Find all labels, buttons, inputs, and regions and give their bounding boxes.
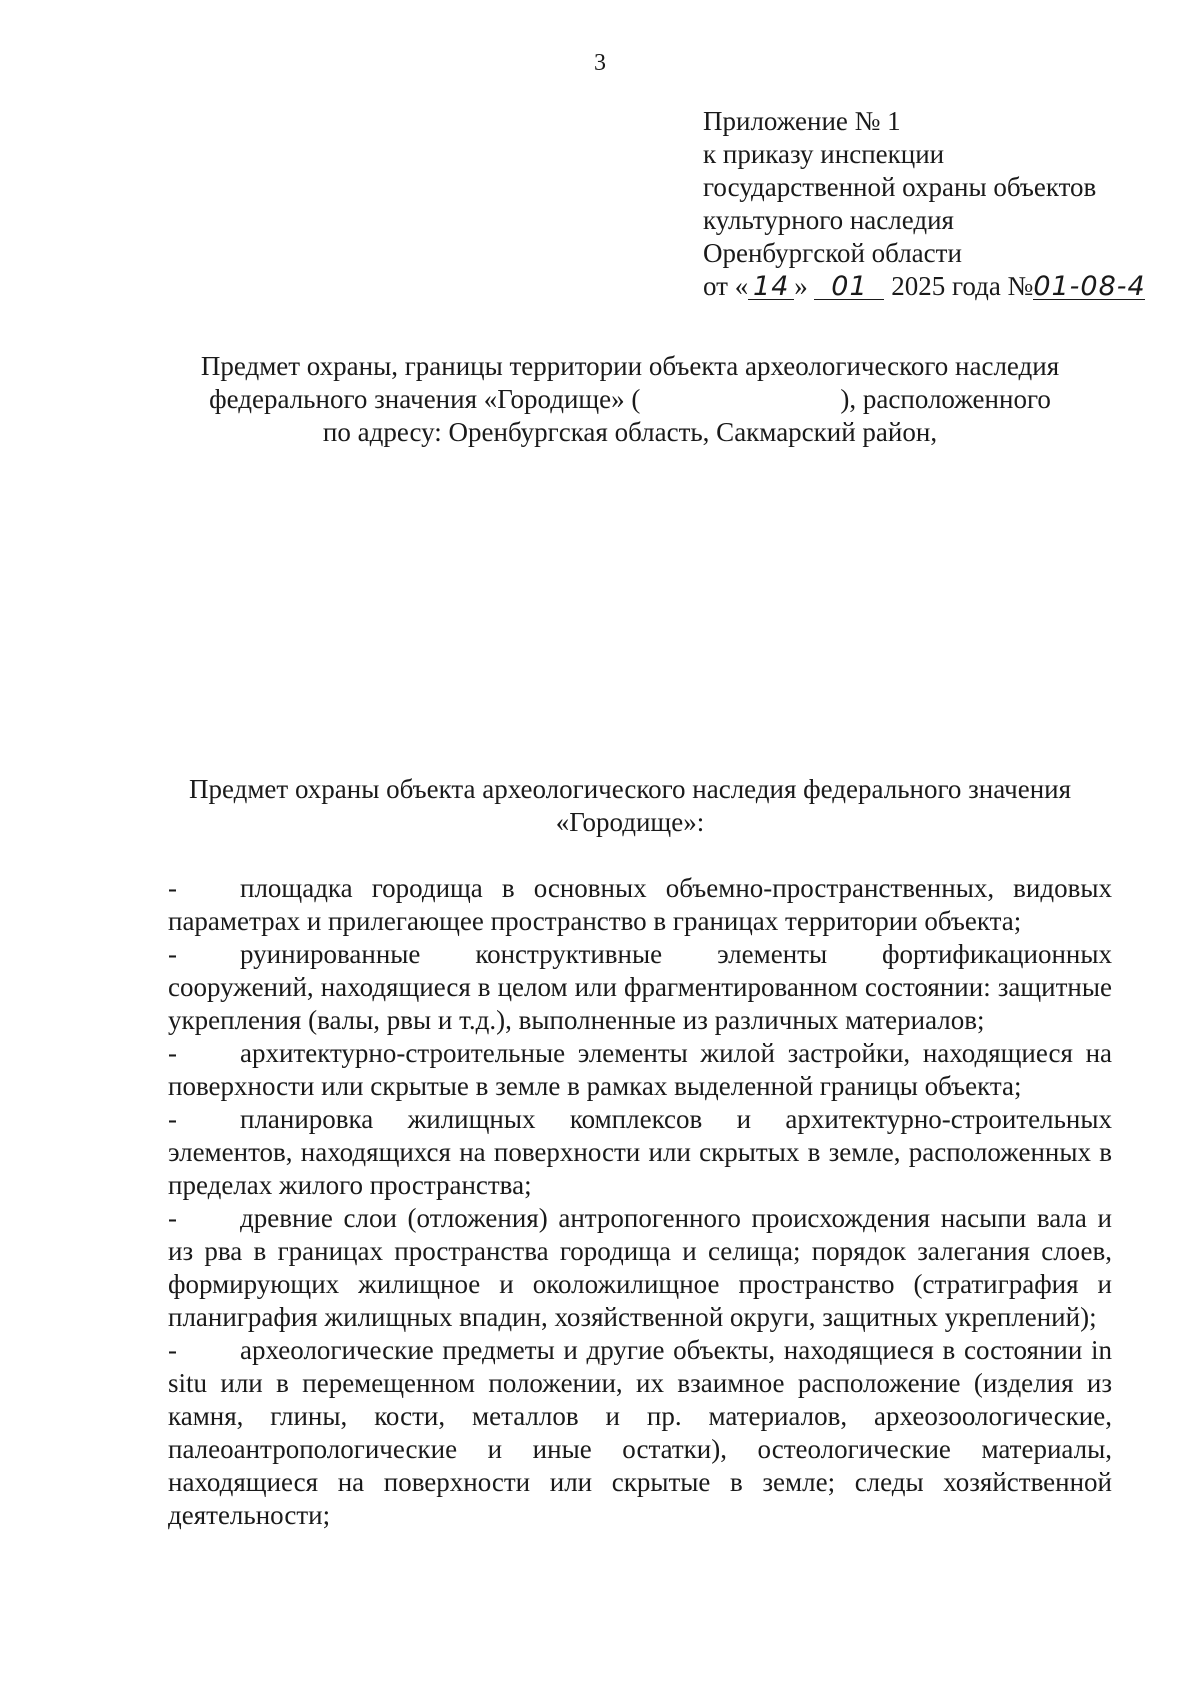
list-item xyxy=(168,872,1112,938)
title-line: по адресу: Оренбургская область, Сакмарский район, xyxy=(322,417,938,447)
title-line-end: ), расположенного xyxy=(840,384,1051,414)
list-item-text: руинированные конструктивные элементы фортификационных сооружений, находящиеся в целом или фрагментированном состоянии: защитные укрепления (валы, рвы и т.д.), выполненные из различных материалов; xyxy=(168,939,1112,1035)
list-item xyxy=(168,1334,1112,1532)
list-marker: - xyxy=(168,873,177,903)
list-item-text: площадка городища в основных объемно-пространственных, видовых параметрах и прилегающее пространство в границах территории объекта; xyxy=(168,873,1112,936)
document-title xyxy=(155,350,1105,449)
title-line xyxy=(155,383,1105,416)
appendix-line: к приказу инспекции xyxy=(703,139,945,169)
section-heading-line: «Городище»: xyxy=(555,807,705,837)
date-suffix: года № xyxy=(951,271,1034,301)
list-item xyxy=(168,1202,1112,1334)
list-marker: - xyxy=(168,1038,177,1068)
appendix-line: культурного наследия xyxy=(703,205,954,235)
order-date-line xyxy=(703,270,1145,303)
list-item-text: архитектурно-строительные элементы жилой застройки, находящиеся на поверхности или скрытые в земле в рамках выделенной границы объекта; xyxy=(168,1038,1112,1101)
list-marker: - xyxy=(168,1203,177,1233)
date-prefix: от « xyxy=(703,271,749,301)
appendix-line: государственной охраны объектов xyxy=(703,172,1097,202)
list-marker: - xyxy=(168,1335,177,1365)
page-number: 3 xyxy=(594,50,606,76)
date-mid: » xyxy=(794,271,808,301)
section-heading-line: Предмет охраны объекта археологического наследия федерального значения xyxy=(188,774,1072,804)
list-marker: - xyxy=(168,939,177,969)
list-marker: - xyxy=(168,1104,177,1134)
protection-items-list xyxy=(168,872,1112,1532)
list-item-text: археологические предметы и другие объекты, находящиеся в состоянии in situ или в перемещенном положении, их взаимное расположение (изделия из камня, глины, кости, металлов и пр. материалов, археозоологические, палеоантропологические и иные остатки), остеологические материалы, находящиеся на поверхности или скрытые в земле; следы хозяйственной деятельности; xyxy=(168,1335,1112,1530)
date-year: 2025 xyxy=(891,271,946,301)
list-item-text: планировка жилищных комплексов и архитектурно-строительных элементов, находящихся на поверхности или скрытых в земле, расположенных в пределах жилого пространства; xyxy=(168,1104,1112,1200)
title-line-start: федерального значения «Городище» ( xyxy=(209,384,641,414)
appendix-block xyxy=(703,105,1145,303)
order-number-handwritten: 01-08-4 xyxy=(1033,271,1146,302)
appendix-line: Приложение № 1 xyxy=(703,106,901,136)
section-heading xyxy=(155,773,1105,839)
date-day-handwritten: 14 xyxy=(748,275,794,300)
list-item xyxy=(168,1103,1112,1202)
list-item xyxy=(168,1037,1112,1103)
title-line: Предмет охраны, границы территории объекта археологического наследия xyxy=(200,351,1060,381)
date-month-handwritten: 01 xyxy=(814,275,884,300)
list-item-text: древние слои (отложения) антропогенного происхождения насыпи вала и из рва в границах пространства городища и селища; порядок залегания слоев, формирующих жилищное и околожилищное пространство (стратиграфия и планиграфия жилищных впадин, хозяйственной округи, защитных укреплений); xyxy=(168,1203,1112,1332)
appendix-line: Оренбургской области xyxy=(703,238,962,268)
list-item xyxy=(168,938,1112,1037)
